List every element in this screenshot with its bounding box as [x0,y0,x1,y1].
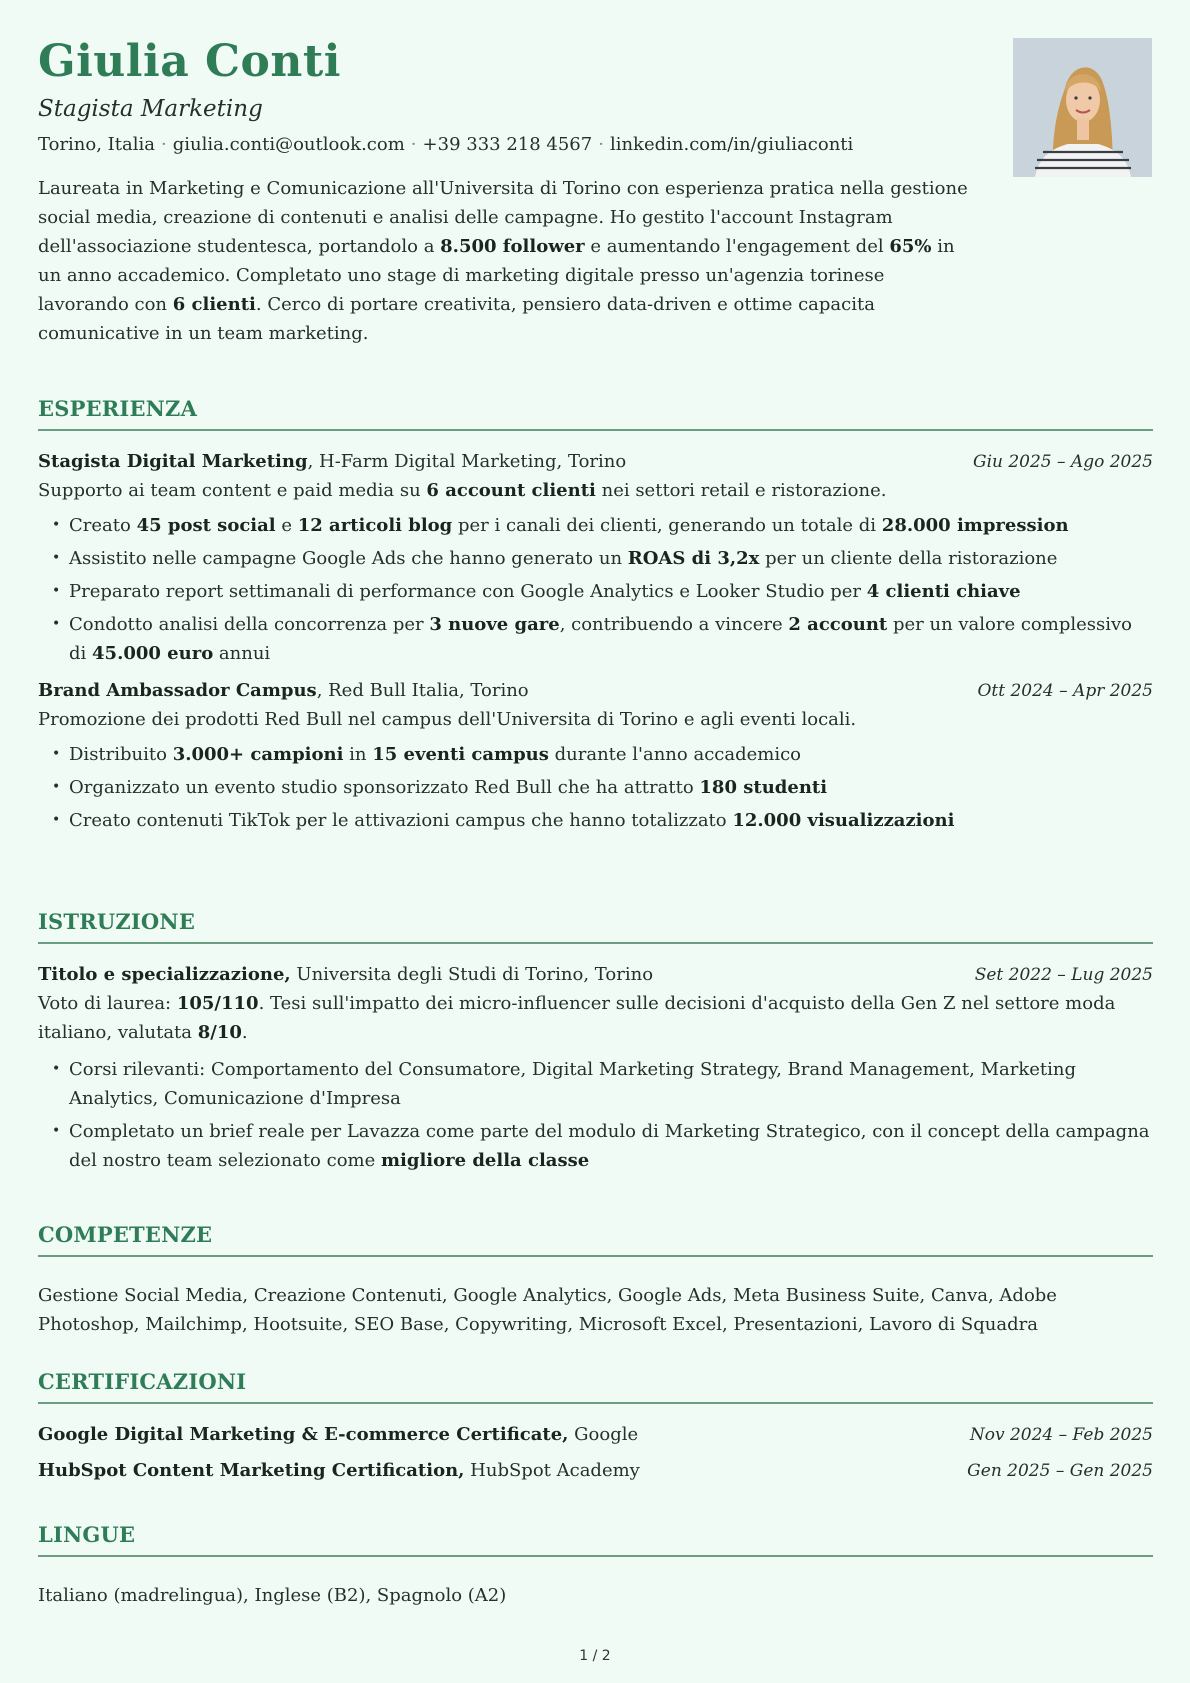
phone: +39 333 218 4567 [422,134,593,155]
education-header [38,964,1153,985]
section-divider [38,1402,1153,1404]
skills-list: Gestione Social Media, Creazione Contenuti, Google Analytics, Google Ads, Meta Business Suite, Canva, Adobe Photoshop, Mailchimp, Hootsuite, SEO Base, Copywriting, Microsoft Excel, Presentazioni, Lavoro di Squadra [38,1284,1057,1335]
section-title-skills: COMPETENZE [38,1222,213,1247]
section-title-languages: LINGUE [38,1522,136,1547]
summary-text: . Cerco di portare creativita, pensiero data-driven e ottime capacita comunicative in un team marketing. [38,294,875,344]
resume-header [38,0,1153,355]
education-dates: Set 2022 – Lug 2025 [974,964,1153,985]
certification-dates: Nov 2024 – Feb 2025 [969,1424,1153,1445]
bullet-item: • Distribuito 3.000+ campioni in 15 eventi campus durante l'anno accademico [69,740,1153,769]
certification-name: Google Digital Marketing & E-commerce Certificate, [38,1423,569,1445]
certification-dates: Gen 2025 – Gen 2025 [967,1460,1153,1481]
certification-name: HubSpot Content Marketing Certification, [38,1459,465,1481]
job-bullets [38,511,1153,668]
separator: · [410,134,417,155]
school: Universita degli Studi di Torino, Torino [290,963,654,985]
education-bullets [38,1055,1153,1175]
desc-text: Supporto ai team content e paid media su [38,479,427,501]
job-header [38,680,1153,701]
summary-text: e aumentando l'engagement del [584,236,890,257]
certification-item [38,1424,1153,1445]
section-title-certifications: CERTIFICAZIONI [38,1369,247,1394]
languages-section [38,1522,1153,1610]
profile-summary [38,174,978,348]
summary-text: Laureata in Marketing e Comunicazione all'Universita di Torino con esperienza pratica nella gestione social media, creazione di contenuti e analisi delle campagne. Ho gestito l'account Instagram dell'associazione studentesca, portandolo a [38,178,968,257]
job-bullets [38,740,1153,835]
job-org: , H-Farm Digital Marketing, Torino [307,450,627,472]
bullet-item: • Condotto analisi della concorrenza per 3 nuove gare, contribuendo a vincere 2 account per un valore complessivo di 45.000 euro annui [69,610,1153,668]
certification-issuer: HubSpot Academy [464,1459,640,1481]
summary-highlight: 8.500 follower [440,236,585,257]
candidate-title: Stagista Marketing [38,96,263,122]
section-title-education: ISTRUZIONE [38,909,196,934]
page-number: 1 / 2 [579,1648,611,1664]
bullet-item: • Assistito nelle campagne Google Ads che hanno generato un ROAS di 3,2x per un cliente della ristorazione [69,544,1153,573]
certifications-section [38,1369,1153,1481]
candidate-name: Giulia Conti [38,36,341,87]
bullet-item: • Completato un brief reale per Lavazza come parte del modulo di Marketing Strategico, con il concept della campagna del nostro team selezionato come migliore della classe [69,1117,1153,1175]
education-section [38,909,1153,1179]
section-divider [38,1555,1153,1557]
job-description [38,476,1153,505]
bullet-item: • Creato contenuti TikTok per le attivazioni campus che hanno totalizzato 12.000 visualizzazioni [69,806,1153,835]
contact-line [38,134,853,155]
profile-photo [1013,38,1152,177]
section-title-experience: ESPERIENZA [38,396,198,421]
job-role: Brand Ambassador Campus [38,679,317,701]
section-divider [38,429,1153,431]
separator: · [598,134,604,155]
resume-page [38,0,1153,1606]
job-dates: Ott 2024 – Apr 2025 [977,680,1153,701]
certification-item [38,1460,1153,1481]
degree: Titolo e specializzazione, [38,963,291,985]
job-header [38,451,1153,472]
skills-section [38,1222,1153,1339]
bullet-item: • Corsi rilevanti: Comportamento del Consumatore, Digital Marketing Strategy, Brand Management, Marketing Analytics, Comunicazione d'Impresa [69,1055,1153,1113]
job-org: , Red Bull Italia, Torino [316,679,529,701]
job-entry [38,451,1153,668]
linkedin-link[interactable]: linkedin.com/in/giuliaconti [609,134,854,155]
certification-issuer: Google [568,1423,639,1445]
desc-text: nei settori retail e ristorazione. [595,479,887,501]
job-dates: Giu 2025 – Ago 2025 [972,451,1153,472]
desc-highlight: 6 account clienti [426,479,596,501]
languages-list: Italiano (madrelingua), Inglese (B2), Spagnolo (A2) [38,1584,507,1606]
location: Torino, Italia [38,134,155,155]
section-divider [38,942,1153,944]
section-divider [38,1255,1153,1257]
bullet-item: • Creato 45 post social e 12 articoli blog per i canali dei clienti, generando un totale di 28.000 impression [69,511,1153,540]
email-link[interactable]: giulia.conti@outlook.com [172,134,405,155]
education-description: Voto di laurea: 105/110. Tesi sull'impatto dei micro-influencer sulle decisioni d'acquisto della Gen Z nel settore moda italiano, valutata 8/10. [38,992,1116,1043]
separator: · [161,134,167,155]
job-role: Stagista Digital Marketing [38,450,308,472]
portrait-image-icon [1013,38,1152,177]
job-description: Promozione dei prodotti Red Bull nel campus dell'Universita di Torino e agli eventi locali. [38,708,857,730]
summary-highlight: 6 clienti [172,294,256,315]
bullet-item: • Organizzato un evento studio sponsorizzato Red Bull che ha attratto 180 studenti [69,773,1153,802]
summary-text: in un anno accademico. Completato uno stage di marketing digitale presso un'agenzia torinese lavorando con [38,236,955,315]
summary-highlight: 65% [889,236,932,257]
experience-section [38,396,1153,839]
bullet-item: • Preparato report settimanali di performance con Google Analytics e Looker Studio per 4 clienti chiave [69,577,1153,606]
job-entry [38,680,1153,835]
